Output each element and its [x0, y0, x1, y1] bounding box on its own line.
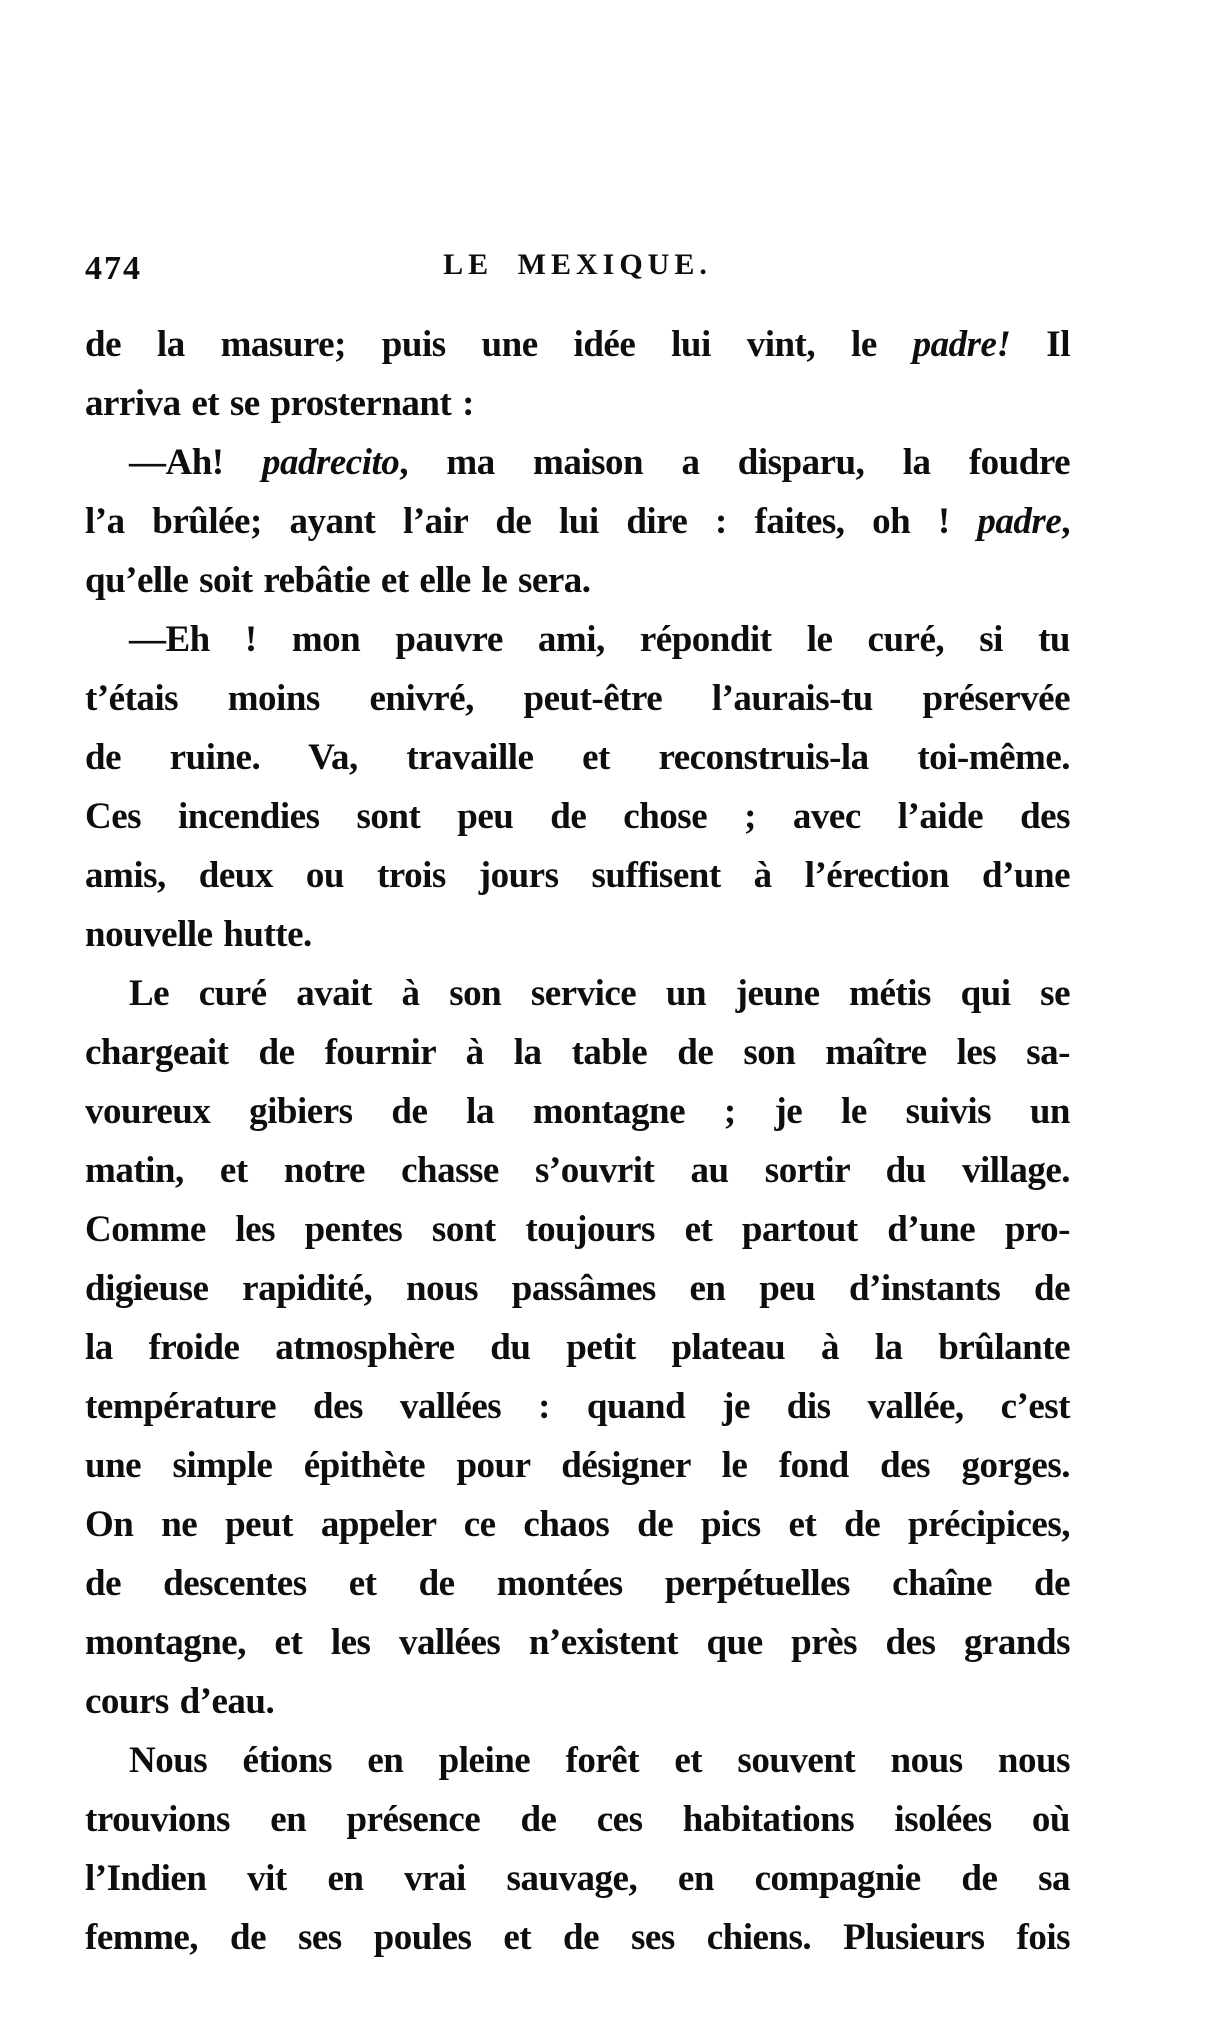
- text-segment: l’a brûlée; ayant l’air de lui dire : faites, oh !: [85, 501, 978, 542]
- text-segment: température des vallées : quand je dis vallée, c’est: [85, 1386, 1070, 1427]
- text-line: [85, 315, 1070, 374]
- text-segment: voureux gibiers de la montagne ; je le suivis un: [85, 1091, 1070, 1132]
- text-segment: de la masure; puis une idée lui vint, le: [85, 324, 913, 365]
- text-segment: une simple épithète pour désigner le fond des gorges.: [85, 1445, 1070, 1486]
- text-line: [85, 374, 1070, 433]
- text-line: [85, 1023, 1070, 1082]
- page-header: [85, 248, 1070, 296]
- text-line: [85, 1200, 1070, 1259]
- text-segment: l’Indien vit en vrai sauvage, en compagnie de sa: [85, 1858, 1070, 1899]
- text-line: [85, 905, 1070, 964]
- italic-word: padrecito: [261, 442, 400, 483]
- text-line: [85, 846, 1070, 905]
- text-line: [85, 1554, 1070, 1613]
- text-segment: Nous étions en pleine forêt et souvent nous nous: [129, 1740, 1070, 1781]
- text-line: [85, 551, 1070, 610]
- text-segment: Ces incendies sont peu de chose ; avec l’aide des: [85, 796, 1070, 837]
- text-segment: —Ah!: [129, 442, 262, 483]
- text-segment: arriva et se prosternant :: [85, 383, 474, 424]
- text-line: [85, 1731, 1070, 1790]
- text-segment: trouvions en présence de ces habitations isolées où: [85, 1799, 1070, 1840]
- text-line: [85, 1849, 1070, 1908]
- text-segment: digieuse rapidité, nous passâmes en peu d’instants de: [85, 1268, 1070, 1309]
- text-line: [85, 728, 1070, 787]
- text-line: [85, 1377, 1070, 1436]
- text-segment: Le curé avait à son service un jeune métis qui se: [129, 973, 1070, 1014]
- italic-word: padre: [977, 501, 1062, 542]
- text-line: [85, 433, 1070, 492]
- text-line: [85, 610, 1070, 669]
- text-segment: la froide atmosphère du petit plateau à la brûlante: [85, 1327, 1070, 1368]
- body-text: [85, 315, 1070, 1967]
- text-line: [85, 787, 1070, 846]
- text-segment: , ma maison a disparu, la foudre: [399, 442, 1070, 483]
- text-segment: On ne peut appeler ce chaos de pics et de précipices,: [85, 1504, 1070, 1545]
- text-segment: qu’elle soit rebâtie et elle le sera.: [85, 560, 591, 601]
- text-segment: matin, et notre chasse s’ouvrit au sortir du village.: [85, 1150, 1070, 1191]
- text-line: [85, 1082, 1070, 1141]
- page-number: 474: [85, 250, 142, 287]
- text-segment: Il: [1010, 324, 1070, 365]
- text-line: [85, 669, 1070, 728]
- text-line: [85, 964, 1070, 1023]
- text-segment: nouvelle hutte.: [85, 914, 312, 955]
- text-segment: ,: [1061, 501, 1070, 542]
- text-line: [85, 1908, 1070, 1967]
- text-segment: cours d’eau.: [85, 1681, 275, 1722]
- italic-word: padre!: [912, 324, 1011, 365]
- text-line: [85, 1259, 1070, 1318]
- text-line: [85, 1318, 1070, 1377]
- text-line: [85, 492, 1070, 551]
- text-line: [85, 1613, 1070, 1672]
- text-line: [85, 1790, 1070, 1849]
- text-segment: chargeait de fournir à la table de son maître les sa-: [85, 1032, 1070, 1073]
- text-line: [85, 1672, 1070, 1731]
- text-segment: de ruine. Va, travaille et reconstruis-la toi-même.: [85, 737, 1070, 778]
- running-title: LE MEXIQUE.: [443, 248, 712, 281]
- text-line: [85, 1141, 1070, 1200]
- text-line: [85, 1436, 1070, 1495]
- text-segment: —Eh ! mon pauvre ami, répondit le curé, si tu: [129, 619, 1070, 660]
- text-segment: t’étais moins enivré, peut-être l’aurais-tu préservée: [85, 678, 1070, 719]
- text-segment: de descentes et de montées perpétuelles chaîne de: [85, 1563, 1070, 1604]
- text-line: [85, 1495, 1070, 1554]
- text-segment: montagne, et les vallées n’existent que près des grands: [85, 1622, 1070, 1663]
- text-segment: amis, deux ou trois jours suffisent à l’érection d’une: [85, 855, 1070, 896]
- text-segment: Comme les pentes sont toujours et partout d’une pro-: [85, 1209, 1070, 1250]
- text-segment: femme, de ses poules et de ses chiens. Plusieurs fois: [85, 1917, 1070, 1958]
